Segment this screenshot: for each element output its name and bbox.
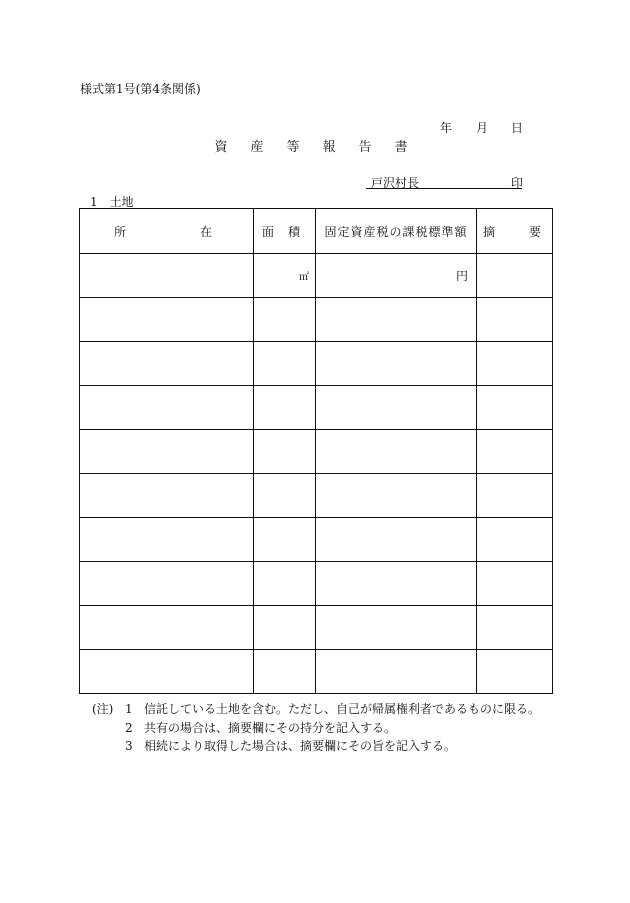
- table-row: [80, 386, 553, 430]
- cell-area[interactable]: [254, 474, 316, 518]
- cell-tax-value[interactable]: [316, 342, 477, 386]
- unit-square-meter: ㎡: [299, 272, 309, 283]
- title-char: 書: [394, 140, 408, 155]
- table-row: [80, 254, 553, 298]
- cell-remarks[interactable]: [477, 342, 553, 386]
- table-row: [80, 650, 553, 694]
- land-table: [79, 208, 553, 694]
- cell-tax-value[interactable]: [316, 474, 477, 518]
- cell-area[interactable]: [254, 650, 316, 694]
- table-row: [80, 342, 553, 386]
- title-char: 告: [358, 140, 372, 155]
- title-char: 資: [214, 140, 228, 155]
- table-row: [80, 298, 553, 342]
- header-remarks: 摘 要: [477, 209, 553, 254]
- date-year-label: 年: [440, 121, 453, 135]
- table-row: [80, 518, 553, 562]
- cell-area[interactable]: [254, 606, 316, 650]
- notes: [92, 700, 540, 756]
- cell-area[interactable]: [254, 254, 316, 298]
- cell-remarks[interactable]: [477, 562, 553, 606]
- note-number: 1: [125, 702, 133, 716]
- note-item: [92, 719, 540, 738]
- note-number: 3: [125, 739, 133, 753]
- cell-remarks[interactable]: [477, 474, 553, 518]
- cell-area[interactable]: [254, 298, 316, 342]
- cell-location[interactable]: [80, 254, 254, 298]
- cell-location[interactable]: [80, 298, 254, 342]
- note-text: 相続により取得した場合は、摘要欄にその旨を記入する。: [144, 739, 457, 753]
- addressee: 戸沢村長: [371, 176, 420, 190]
- notes-prefix: (注): [92, 702, 114, 716]
- cell-area[interactable]: [254, 342, 316, 386]
- cell-location[interactable]: [80, 474, 254, 518]
- cell-remarks[interactable]: [477, 518, 553, 562]
- cell-tax-value[interactable]: [316, 254, 477, 298]
- header-tax-value: 固定資産税の課税標準額: [316, 209, 477, 254]
- header-location: 所 在: [80, 209, 254, 254]
- title-char: 等: [286, 140, 300, 155]
- table-row: [80, 606, 553, 650]
- cell-remarks[interactable]: [477, 386, 553, 430]
- cell-tax-value[interactable]: [316, 562, 477, 606]
- cell-location[interactable]: [80, 606, 254, 650]
- cell-location[interactable]: [80, 650, 254, 694]
- date-month-label: 月: [476, 121, 489, 135]
- date-day-label: 日: [511, 121, 524, 135]
- cell-location[interactable]: [80, 562, 254, 606]
- cell-area[interactable]: [254, 562, 316, 606]
- table-row: [80, 430, 553, 474]
- cell-remarks[interactable]: [477, 298, 553, 342]
- cell-remarks[interactable]: [477, 430, 553, 474]
- note-item: [92, 737, 540, 756]
- note-text: 共有の場合は、摘要欄にその持分を記入する。: [144, 720, 397, 735]
- cell-location[interactable]: [80, 430, 254, 474]
- seal-mark: 印: [511, 176, 524, 190]
- cell-tax-value[interactable]: [316, 518, 477, 562]
- cell-location[interactable]: [80, 342, 254, 386]
- unit-yen: 円: [455, 269, 468, 283]
- cell-remarks[interactable]: [477, 650, 553, 694]
- title-char: 産: [250, 140, 264, 155]
- table-row: [80, 474, 553, 518]
- cell-location[interactable]: [80, 386, 254, 430]
- cell-area[interactable]: [254, 518, 316, 562]
- table-header-row: [80, 209, 553, 254]
- cell-remarks[interactable]: [477, 254, 553, 298]
- cell-tax-value[interactable]: [316, 298, 477, 342]
- table-row: [80, 562, 553, 606]
- cell-tax-value[interactable]: [316, 606, 477, 650]
- note-number: 2: [125, 720, 133, 735]
- cell-tax-value[interactable]: [316, 650, 477, 694]
- cell-tax-value[interactable]: [316, 430, 477, 474]
- document-title: [210, 136, 426, 155]
- section-title: 1 土地: [90, 195, 134, 209]
- header-area: 面 積: [254, 209, 316, 254]
- cell-area[interactable]: [254, 430, 316, 474]
- cell-remarks[interactable]: [477, 606, 553, 650]
- note-item: [92, 700, 540, 719]
- note-text: 信託している土地を含む。ただし、自己が帰属権利者であるものに限る。: [144, 702, 541, 716]
- cell-area[interactable]: [254, 386, 316, 430]
- cell-location[interactable]: [80, 518, 254, 562]
- title-char: 報: [322, 140, 336, 155]
- cell-tax-value[interactable]: [316, 386, 477, 430]
- form-label: 様式第1号(第4条関係): [80, 82, 201, 96]
